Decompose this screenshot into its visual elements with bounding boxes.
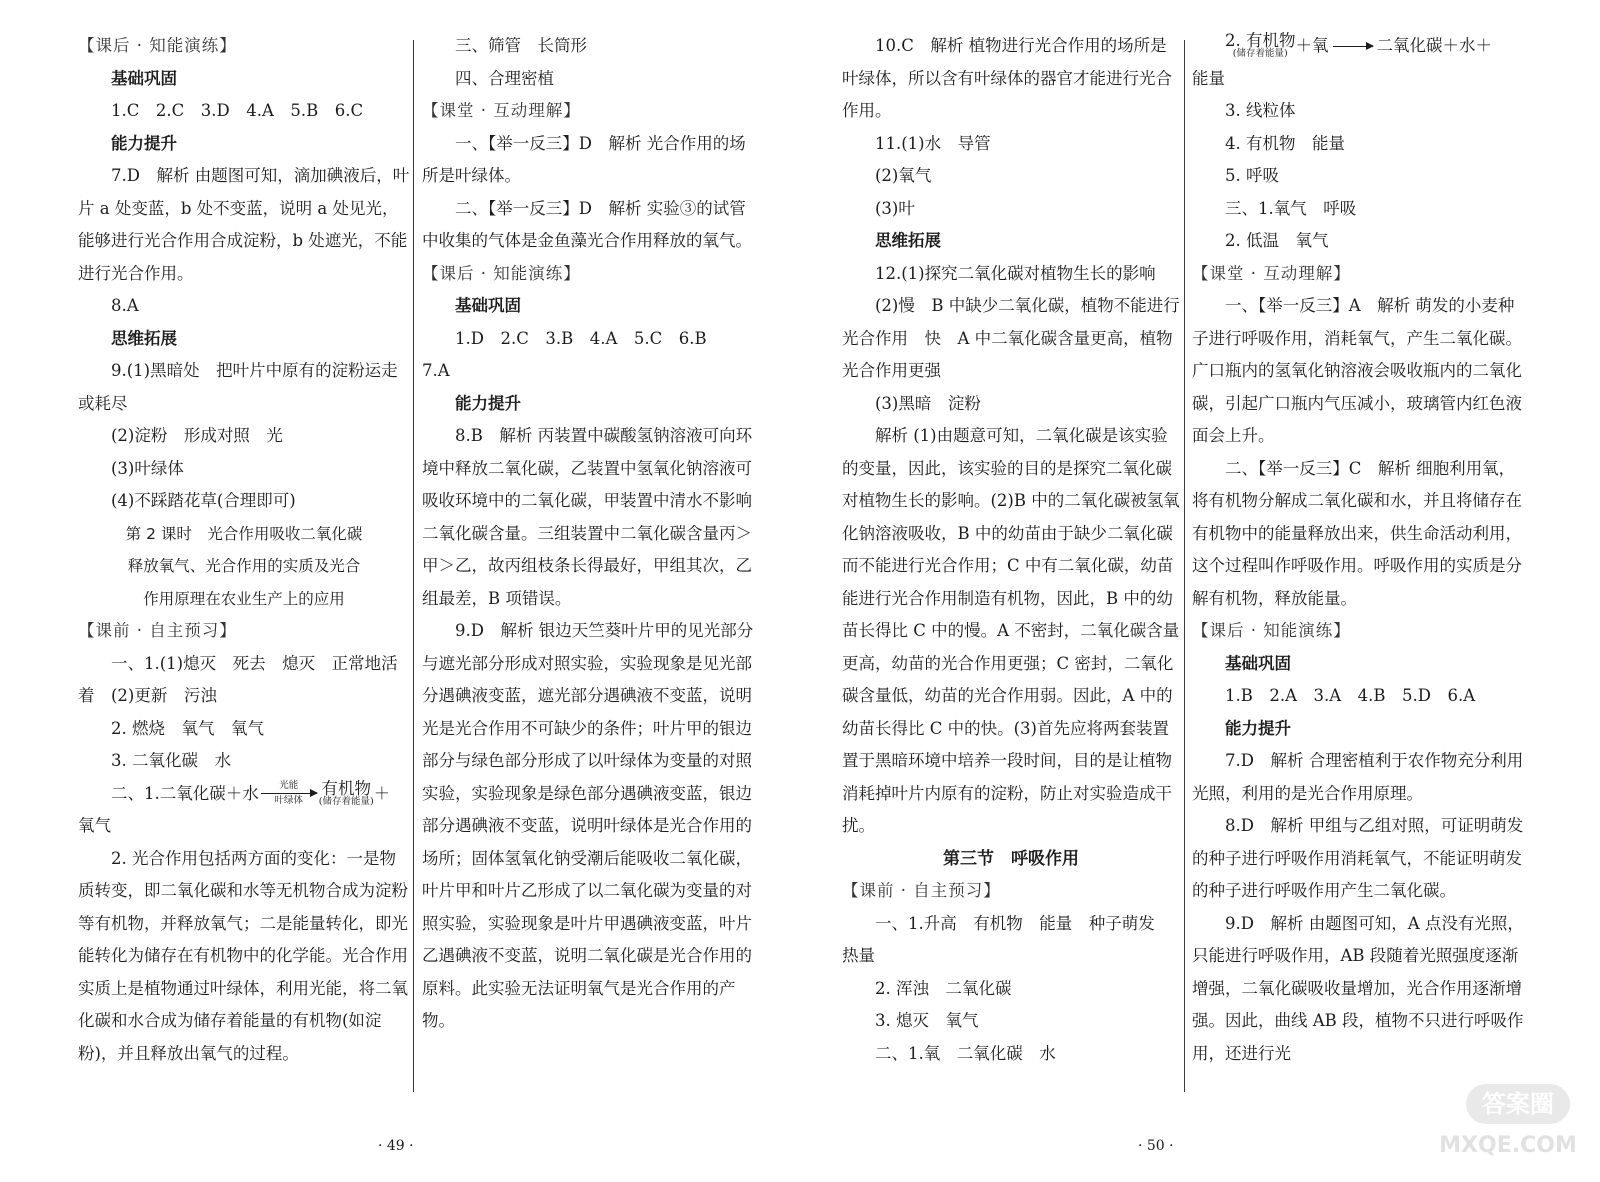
answer-line: 3. 线粒体 xyxy=(1225,101,1296,120)
section-header: 【课后 · 知能演练】 xyxy=(422,263,581,283)
column-4 xyxy=(1192,30,1526,1070)
product-note: (储存着能量) xyxy=(318,795,374,807)
watermark-text: 答案圈 xyxy=(1482,1090,1554,1118)
answer-line: (2)氧气 xyxy=(875,166,932,185)
subheading: 思维拓展 xyxy=(111,328,177,348)
watermark-url: MXQE.COM xyxy=(1439,1133,1577,1158)
column-divider xyxy=(413,40,414,1092)
subheading: 能力提升 xyxy=(1225,718,1291,738)
reactant-name: 2. 有机物 xyxy=(1225,31,1296,51)
section-header: 【课堂 · 互动理解】 xyxy=(1192,263,1351,283)
answer-line: 2. 低温 氧气 xyxy=(1225,231,1329,250)
answer-line: 7.A xyxy=(422,361,450,380)
section-header: 【课后 · 知能演练】 xyxy=(1192,621,1351,640)
lesson-title: 第 2 课时 光合作用吸收二氧化碳 xyxy=(125,524,363,543)
answer-line: (3)叶 xyxy=(875,198,915,218)
answer-line: 8.A xyxy=(111,296,139,315)
answer-line: 三、1.氧气 呼吸 xyxy=(1225,198,1357,218)
section-header: 【课前 · 自主预习】 xyxy=(842,881,1001,900)
answer-line: 1.B 2.A 3.A 4.B 5.D 6.A xyxy=(1225,686,1476,705)
answer-line: 氧气 xyxy=(78,816,111,835)
answer-line: 2. 浑浊 二氧化碳 xyxy=(875,978,1012,998)
column-divider xyxy=(1184,40,1185,1092)
answer-line: 能量 xyxy=(1192,68,1225,88)
answer-line: 4. 有机物 能量 xyxy=(1225,133,1345,153)
answer-paragraph: 8.B 解析 丙装置中碳酸氢钠溶液可向环境中释放二氧化碳，乙装置中氢氧化钠溶液可吸收环境中的二氧化碳，甲装置中清水不影响二氧化碳含量。三组装置中二氧化碳含量丙＞甲＞乙，故丙组枝条长得最好，甲组其次，乙组最差，B 项错误。 xyxy=(422,426,753,608)
answer-paragraph: 一、【举一反三】D 解析 光合作用的场所是叶绿体。 xyxy=(422,133,746,185)
watermark-logo xyxy=(1408,1080,1578,1162)
answer-paragraph: 9.D 解析 银边天竺葵叶片甲的见光部分与遮光部分形成对照实验，实验现象是见光部分遇碘液变蓝，遮光部分遇碘液不变蓝，说明光是光合作用不可缺少的条件；叶片甲的银边部分与绿色部分形成了以叶绿体为变量的对照实验，实验现象是绿色部分遇碘液变蓝，银边部分遇碘液不变蓝，说明叶绿体是光合作用的场所；固体氢氧化钠受潮后能吸收二氧化碳，叶片甲和叶片乙形成了以二氧化碳为变量的对照实验，实验现象是叶片甲遇碘液变蓝，叶片乙遇碘液不变蓝，说明二氧化碳是光合作用的原料。此实验无法证明氧气是光合作用的产物。 xyxy=(422,621,754,1030)
answer-paragraph: 一、【举一反三】A 解析 萌发的小麦种子进行呼吸作用，消耗氧气，产生二氧化碳。广口瓶内的氢氧化钠溶液会吸收瓶内的二氧化碳，引起广口瓶内气压减小，玻璃管内红色液面会上升。 xyxy=(1192,296,1522,445)
answer-paragraph: 二、【举一反三】C 解析 细胞利用氧，将有机物分解成二氧化碳和水，并且将储存在有机物中的能量释放出来，供生命活动利用，这个过程叫作呼吸作用。呼吸作用的实质是分解有机物，释放能量。 xyxy=(1192,458,1522,608)
reactant-note: (储存着能量) xyxy=(1232,48,1288,60)
answer-paragraph: 一、1.升高 有机物 能量 种子萌发 热量 xyxy=(842,913,1172,965)
answer-line: (3)黑暗 淀粉 xyxy=(875,393,981,413)
answer-line: 三、筛管 长筒形 xyxy=(455,36,587,55)
subheading: 基础巩固 xyxy=(1225,653,1291,673)
photosynthesis-equation xyxy=(78,778,410,811)
answer-line: 二、1.氧 二氧化碳 水 xyxy=(875,1043,1056,1063)
column-2 xyxy=(422,30,762,1038)
answer-paragraph: 7.D 解析 合理密植利于农作物充分利用光照，利用的是光合作用原理。 xyxy=(1192,751,1524,803)
arrow-condition-bottom: 叶绿体 xyxy=(274,795,303,807)
equation-reactant xyxy=(1225,33,1296,59)
lesson-title: 释放氧气、光合作用的实质及光合 xyxy=(127,557,361,575)
answer-paragraph: (2)慢 B 中缺少二氧化碳，植物不能进行光合作用 快 A 中二氧化碳含量更高，植物光合作用更强 xyxy=(842,296,1180,380)
answer-paragraph: 7.D 解析 由题图可知，滴加碘液后，叶片 a 处变蓝，b 处不变蓝，说明 a 处见光，能够进行光合作用合成淀粉，b 处遮光，不能进行光合作用。 xyxy=(78,166,410,283)
subheading: 能力提升 xyxy=(111,133,177,153)
answer-line: (3)叶绿体 xyxy=(111,458,184,478)
answer-line: 1.C 2.C 3.D 4.A 5.B 6.C xyxy=(111,101,364,120)
equation-product xyxy=(318,778,374,807)
answer-line: 2. 燃烧 氧气 氧气 xyxy=(111,718,264,738)
equation-plus: ＋ xyxy=(373,783,391,803)
product-name: 有机物 xyxy=(321,778,371,798)
equation-reactants: 二、1.二氧化碳＋水 xyxy=(111,783,259,803)
answer-paragraph: 9.(1)黑暗处 把叶片中原有的淀粉运走或耗尽 xyxy=(78,361,398,413)
section-header: 【课后 · 知能演练】 xyxy=(78,36,237,55)
answer-line: 11.(1)水 导管 xyxy=(875,133,991,153)
answer-paragraph: 解析 (1)由题意可知，二氧化碳是该实验的变量，因此，该实验的目的是探究二氧化碳对植物生长的影响。(2)B 中的二氧化碳被氢氧化钠溶液吸收，B 中的幼苗由于缺少二氧化碳而不能进行光合作用；C 中有二氧化碳，幼苗能进行光合作用制造有机物，因此，B 中的幼苗长得比 C 中的慢。A 不密封，二氧化碳含量更高，幼苗的光合作用更强；C 密封，二氧化碳含量低，幼苗的光合作用弱。因此，A 中的幼苗长得比 C 中的快。(3)首先应将两套装置置于黑暗环境中培养一段时间，目的是让植物消耗掉叶片内原有的淀粉，防止对实验造成干扰。 xyxy=(842,426,1180,835)
answer-paragraph: 二、【举一反三】D 解析 实验③的试管中收集的气体是金鱼藻光合作用释放的氧气。 xyxy=(422,198,752,250)
answer-paragraph: 2. 光合作用包括两方面的变化：一是物质转变，即二氧化碳和水等无机物合成为淀粉等有机物，并释放氧气；二是能量转化，即光能转化为储存在有机物中的化学能。光合作用实质上是植物通过叶绿体，利用光能，将二氧化碳和水合成为储存着能量的有机物(如淀粉)，并且释放出氧气的过程。 xyxy=(78,848,408,1063)
equation-arrow xyxy=(261,780,317,807)
equation-products: 二氧化碳＋水＋ xyxy=(1376,36,1492,55)
lesson-title: 作用原理在农业生产上的应用 xyxy=(143,589,345,608)
answer-line: 四、合理密植 xyxy=(455,68,554,88)
answer-line: 5. 呼吸 xyxy=(1225,166,1279,185)
right-arrow-icon xyxy=(261,793,317,794)
answer-line: (4)不踩踏花草(合理即可) xyxy=(111,491,296,510)
page-number-left: · 49 · xyxy=(378,1138,414,1154)
answer-paragraph: 9.D 解析 由题图可知，A 点没有光照，只能进行呼吸作用，AB 段随着光照强度逐渐增强，二氧化碳吸收量增加，光合作用逐渐增强。因此，曲线 AB 段，植物不只进行呼吸作用，还进行光 xyxy=(1192,913,1524,1063)
answer-line: (2)淀粉 形成对照 光 xyxy=(111,426,283,445)
answer-line: 1.D 2.C 3.B 4.A 5.C 6.B xyxy=(455,328,707,348)
arrow-condition-top: 光能 xyxy=(279,780,299,792)
right-arrow-icon xyxy=(1333,46,1373,47)
answer-paragraph: 一、1.(1)熄灭 死去 熄灭 正常地活着 (2)更新 污浊 xyxy=(78,653,398,705)
section-header: 【课前 · 自主预习】 xyxy=(78,621,237,640)
column-1 xyxy=(78,30,410,1070)
answer-paragraph: 12.(1)探究二氧化碳对植物生长的影响 xyxy=(875,263,1156,283)
page-number-right: · 50 · xyxy=(1138,1138,1174,1154)
section-header: 【课堂 · 互动理解】 xyxy=(422,101,581,120)
subheading: 能力提升 xyxy=(455,393,521,413)
subheading: 基础巩固 xyxy=(455,296,521,315)
answer-paragraph: 8.D 解析 甲组与乙组对照，可证明萌发的种子进行呼吸作用消耗氧气，不能证明萌发的种子进行呼吸作用产生二氧化碳。 xyxy=(1192,816,1524,900)
equation-oxygen: ＋氧 xyxy=(1295,36,1329,55)
subheading: 基础巩固 xyxy=(111,68,177,88)
answer-line: 3. 熄灭 氧气 xyxy=(875,1011,979,1030)
column-3 xyxy=(842,30,1180,1070)
respiration-equation xyxy=(1192,30,1526,63)
section-title: 第三节 呼吸作用 xyxy=(943,848,1079,869)
subheading: 思维拓展 xyxy=(875,231,941,250)
answer-line: 3. 二氧化碳 水 xyxy=(111,751,231,770)
answer-paragraph: 10.C 解析 植物进行光合作用的场所是叶绿体，所以含有叶绿体的器官才能进行光合作用。 xyxy=(842,36,1172,120)
